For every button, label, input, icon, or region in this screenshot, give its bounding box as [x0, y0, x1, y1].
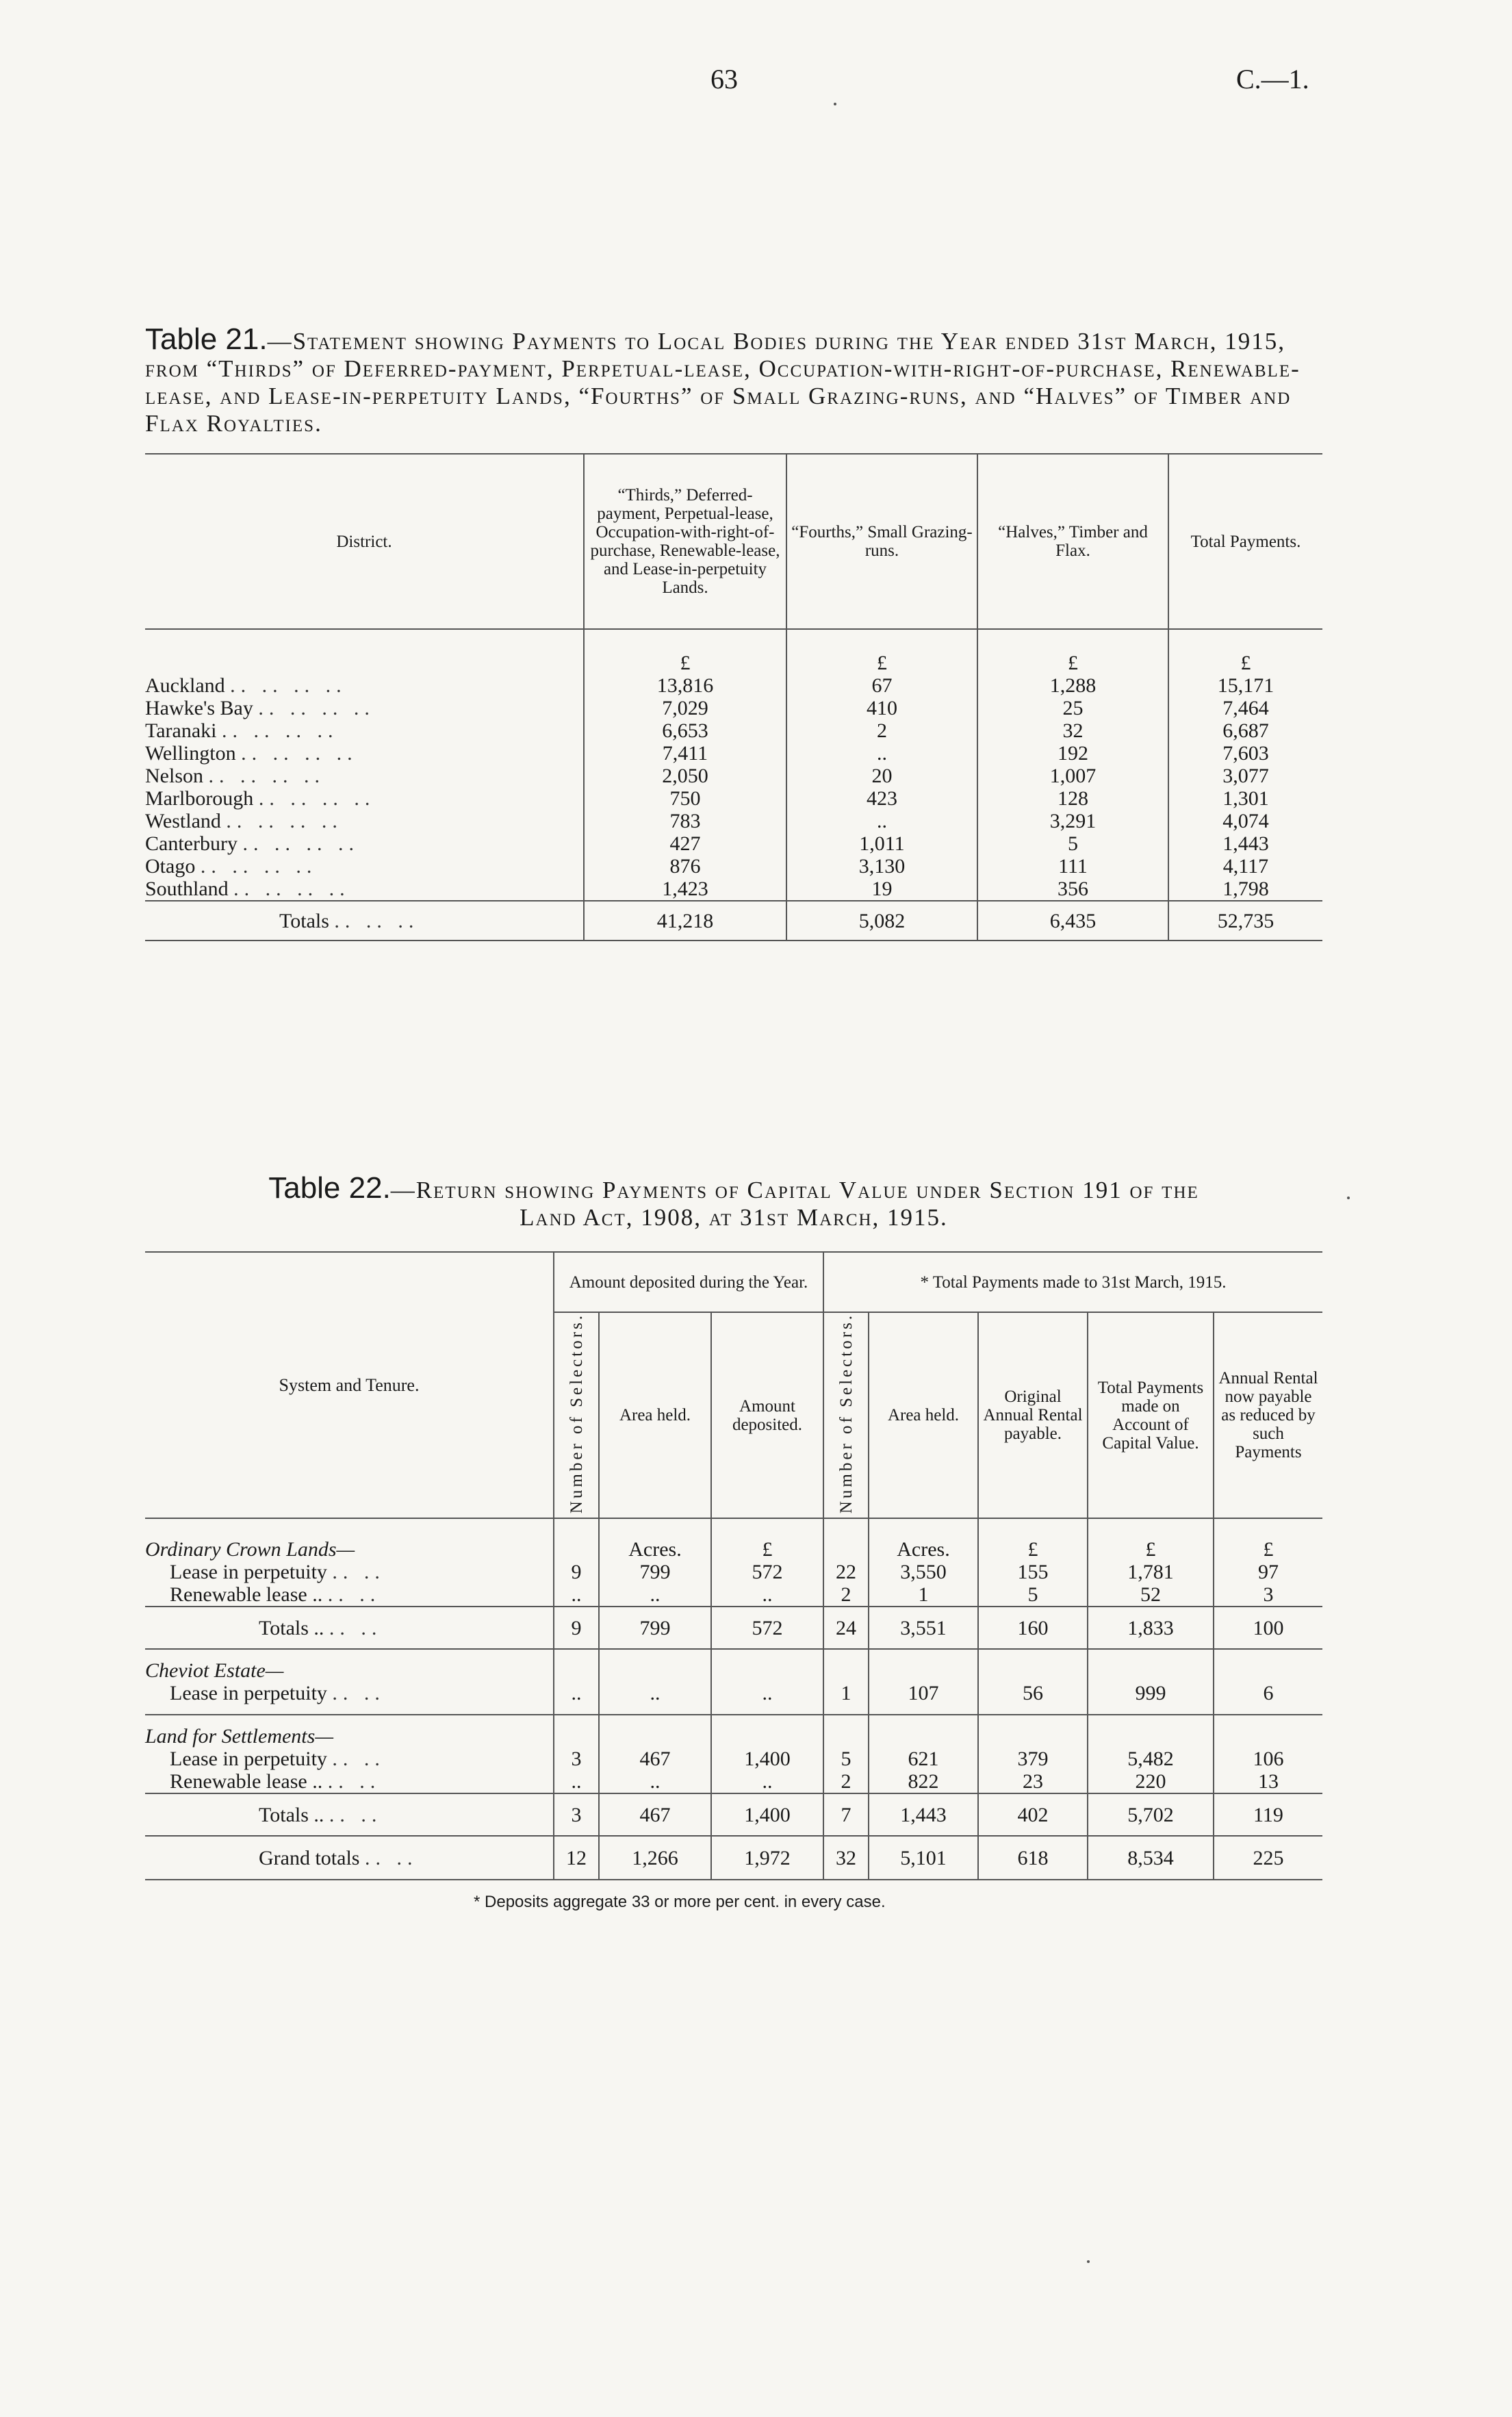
total-payments-cell: 999 [1088, 1682, 1214, 1704]
section-heading: Land for Settlements— [145, 1725, 333, 1748]
deposited-cell: 572 [711, 1561, 823, 1583]
orig-rental-cell: 379 [978, 1748, 1088, 1770]
print-speck [834, 103, 836, 105]
fourths-cell: 423 [786, 787, 977, 810]
col-total-payments: Total Payments made on Account of Capital Value. [1088, 1312, 1214, 1518]
area-year-cell: 799 [599, 1561, 711, 1583]
unit-row [145, 629, 1322, 674]
selectors-total-cell: 32 [823, 1836, 869, 1880]
unit-label: £ [584, 629, 786, 674]
annual-rental-cell: 6 [1214, 1682, 1322, 1704]
halves-cell: 111 [977, 855, 1168, 878]
selectors-year-cell: .. [554, 1770, 599, 1793]
area-year-cell: 799 [599, 1607, 711, 1649]
selectors-year-cell: 3 [554, 1748, 599, 1770]
leader-dots: .. .. [329, 1803, 383, 1826]
orig-rental-cell: 23 [978, 1770, 1088, 1793]
leader-dots: .. .. [329, 1616, 383, 1639]
area-total-cell: 822 [869, 1770, 978, 1793]
section-heading: Cheviot Estate— [145, 1659, 284, 1683]
selectors-total-cell: 2 [823, 1770, 869, 1793]
selectors-total-cell: 7 [823, 1793, 869, 1836]
halves-cell: 5 [977, 832, 1168, 855]
unit-label: £ [711, 1518, 823, 1561]
table-21-title [145, 322, 1322, 437]
district-name: Hawke's Bay [145, 697, 253, 719]
col-selectors-total: Number of Selectors. [823, 1312, 869, 1518]
area-total-cell: 5,101 [869, 1836, 978, 1880]
table-row [145, 1748, 1322, 1770]
area-total-cell: 3,550 [869, 1561, 978, 1583]
grand-total: 52,735 [1168, 901, 1322, 941]
total-cell: 6,687 [1168, 719, 1322, 742]
halves-cell: 1,288 [977, 674, 1168, 697]
table-21-caption: —Statement showing Payments to Local Bodies during the Year ended 31st March, 1915, from “Thirds” of Deferred-payment, Perpetual-lease, Occupation-with-right-of-purchase, Renewable-lease, and Lease-in-perpetuity Lands, “Fourths” of Small Grazing-runs, and “Halves” of Timber and Flax Royalties. [145, 328, 1300, 437]
halves-cell: 128 [977, 787, 1168, 810]
thirds-cell: 750 [584, 787, 786, 810]
halves-cell: 192 [977, 742, 1168, 765]
table-row [145, 810, 1322, 832]
page-number: 63 [710, 64, 738, 94]
halves-cell: 32 [977, 719, 1168, 742]
thirds-cell: 783 [584, 810, 786, 832]
deposited-cell: 572 [711, 1607, 823, 1649]
unit-label: Acres. [599, 1518, 711, 1561]
selectors-total-cell: 2 [823, 1583, 869, 1607]
totals-row [145, 901, 1322, 941]
unit-label: £ [977, 629, 1168, 674]
table-row [145, 1561, 1322, 1583]
deposited-cell: 1,400 [711, 1793, 823, 1836]
total-cell: 4,117 [1168, 855, 1322, 878]
unit-label: £ [1214, 1518, 1322, 1561]
col-halves: “Halves,” Timber and Flax. [977, 454, 1168, 629]
leader-dots: .. .. [364, 1846, 418, 1869]
district-name: Wellington [145, 742, 236, 765]
selectors-year-cell: 9 [554, 1561, 599, 1583]
total-cell: 1,443 [1168, 832, 1322, 855]
selectors-total-cell: 5 [823, 1748, 869, 1770]
col-total: Total Payments. [1168, 454, 1322, 629]
area-total-cell: 1,443 [869, 1793, 978, 1836]
section-heading: Ordinary Crown Lands— [145, 1538, 355, 1561]
fourths-cell: 3,130 [786, 855, 977, 878]
table-row [145, 878, 1322, 901]
selectors-year-cell: .. [554, 1583, 599, 1607]
area-year-cell: .. [599, 1583, 711, 1607]
fourths-cell: 19 [786, 878, 977, 901]
district-name: Auckland [145, 674, 225, 697]
thirds-cell: 7,029 [584, 697, 786, 719]
annual-rental-cell: 225 [1214, 1836, 1322, 1880]
annual-rental-cell: 119 [1214, 1793, 1322, 1836]
halves-cell: 356 [977, 878, 1168, 901]
fourths-cell: 410 [786, 697, 977, 719]
district-name: Nelson [145, 765, 203, 787]
orig-rental-cell: 5 [978, 1583, 1088, 1607]
thirds-cell: 1,423 [584, 878, 786, 901]
thirds-cell: 876 [584, 855, 786, 878]
table-21-label: Table 21. [145, 322, 268, 356]
footnote: * Deposits aggregate 33 or more per cent. in every case. [474, 1893, 886, 1911]
leader-dots: .. .. .. .. [258, 787, 376, 810]
col-area-held-total: Area held. [869, 1312, 978, 1518]
table-22-title [145, 1171, 1322, 1231]
annual-rental-cell: 106 [1214, 1748, 1322, 1770]
unit-label: Acres. [869, 1518, 978, 1561]
table-22-caption-line2: Land Act, 1908, at 31st March, 1915. [520, 1204, 948, 1231]
halves-cell: 3,291 [977, 810, 1168, 832]
thirds-cell: 427 [584, 832, 786, 855]
leader-dots: .. .. .. .. [258, 697, 375, 719]
selectors-year-cell: .. [554, 1682, 599, 1704]
selectors-year-cell: 9 [554, 1607, 599, 1649]
table-row [145, 697, 1322, 719]
leader-dots: .. .. [327, 1583, 381, 1607]
col-system-tenure: System and Tenure. [145, 1252, 554, 1518]
district-name: Canterbury [145, 832, 238, 855]
fourths-cell: 67 [786, 674, 977, 697]
fourths-cell: .. [786, 742, 977, 765]
total-cell: 7,464 [1168, 697, 1322, 719]
total-payments-cell: 5,702 [1088, 1793, 1214, 1836]
district-name: Otago [145, 855, 196, 878]
halves-total: 6,435 [977, 901, 1168, 941]
leader-dots: .. .. .. [334, 909, 420, 932]
selectors-total-cell: 24 [823, 1607, 869, 1649]
district-name: Southland [145, 878, 229, 900]
deposited-cell: .. [711, 1583, 823, 1607]
area-total-cell: 107 [869, 1682, 978, 1704]
table-row [145, 787, 1322, 810]
table-21-header [145, 454, 1322, 629]
col-area-held-year: Area held. [599, 1312, 711, 1518]
total-payments-cell: 8,534 [1088, 1836, 1214, 1880]
leader-dots: .. .. [332, 1748, 385, 1771]
thirds-cell: 7,411 [584, 742, 786, 765]
table-22-label: Table 22. [268, 1171, 391, 1205]
section-row [145, 1518, 1322, 1561]
area-total-cell: 1 [869, 1583, 978, 1607]
total-cell: 1,301 [1168, 787, 1322, 810]
col-district: District. [336, 532, 392, 551]
orig-rental-cell: 160 [978, 1607, 1088, 1649]
row-label: Totals .. [259, 1803, 324, 1826]
leader-dots: .. .. .. .. [200, 855, 318, 878]
table-row [145, 832, 1322, 855]
table-row [145, 674, 1322, 697]
row-label: Lease in perpetuity [170, 1748, 327, 1771]
selectors-year-cell: 12 [554, 1836, 599, 1880]
selectors-year-cell: 3 [554, 1793, 599, 1836]
table-21 [145, 453, 1322, 941]
deposited-cell: .. [711, 1682, 823, 1704]
fourths-cell: 1,011 [786, 832, 977, 855]
selectors-total-cell: 22 [823, 1561, 869, 1583]
total-payments-cell: 1,781 [1088, 1561, 1214, 1583]
annual-rental-cell: 3 [1214, 1583, 1322, 1607]
leader-dots: .. .. .. .. [222, 719, 339, 742]
total-cell: 1,798 [1168, 878, 1322, 901]
totals-row [145, 1607, 1322, 1649]
unit-label: £ [786, 629, 977, 674]
leader-dots: .. .. .. .. [241, 742, 358, 765]
deposited-cell: 1,972 [711, 1836, 823, 1880]
grand-totals-row [145, 1836, 1322, 1880]
area-year-cell: .. [599, 1682, 711, 1704]
thirds-total: 41,218 [584, 901, 786, 941]
leader-dots: .. .. .. .. [226, 810, 343, 832]
deposited-cell: .. [711, 1770, 823, 1793]
area-year-cell: 467 [599, 1748, 711, 1770]
row-label: Renewable lease .. [170, 1583, 323, 1607]
area-total-cell: 621 [869, 1748, 978, 1770]
fourths-cell: .. [786, 810, 977, 832]
table-row [145, 855, 1322, 878]
total-payments-cell: 52 [1088, 1583, 1214, 1607]
fourths-cell: 20 [786, 765, 977, 787]
unit-label: £ [1168, 629, 1322, 674]
area-year-cell: .. [599, 1770, 711, 1793]
orig-rental-cell: 155 [978, 1561, 1088, 1583]
area-year-cell: 1,266 [599, 1836, 711, 1880]
total-cell: 15,171 [1168, 674, 1322, 697]
document-reference: C.—1. [1236, 64, 1309, 94]
unit-label: £ [1088, 1518, 1214, 1561]
leader-dots: .. .. .. .. [233, 878, 350, 900]
totals-label: Totals [279, 909, 329, 932]
thirds-cell: 13,816 [584, 674, 786, 697]
table-row [145, 1770, 1322, 1793]
district-name: Marlborough [145, 787, 254, 810]
section-row [145, 1715, 1322, 1748]
annual-rental-cell: 100 [1214, 1607, 1322, 1649]
selectors-total-cell: 1 [823, 1682, 869, 1704]
total-payments-cell: 220 [1088, 1770, 1214, 1793]
col-annual-rental: Annual Rental now payable as reduced by such Payments [1214, 1312, 1322, 1518]
fourths-total: 5,082 [786, 901, 977, 941]
fourths-cell: 2 [786, 719, 977, 742]
area-total-cell: 3,551 [869, 1607, 978, 1649]
leader-dots: .. .. .. .. [242, 832, 359, 855]
orig-rental-cell: 402 [978, 1793, 1088, 1836]
deposited-cell: 1,400 [711, 1748, 823, 1770]
district-name: Taranaki [145, 719, 217, 742]
table-row [145, 719, 1322, 742]
row-label: Renewable lease .. [170, 1770, 323, 1793]
col-thirds: “Thirds,” Deferred-payment, Perpetual-lease, Occupation-with-right-of-purchase, Renewable-lease, and Lease-in-perpetuity Lands. [584, 454, 786, 629]
thirds-cell: 2,050 [584, 765, 786, 787]
area-year-cell: 467 [599, 1793, 711, 1836]
row-label: Lease in perpetuity [170, 1682, 327, 1705]
leader-dots: .. .. [327, 1770, 381, 1793]
table-row [145, 1682, 1322, 1704]
halves-cell: 1,007 [977, 765, 1168, 787]
table-22-caption-line1: —Return showing Payments of Capital Value under Section 191 of the [390, 1177, 1199, 1203]
table-row [145, 742, 1322, 765]
total-payments-cell: 5,482 [1088, 1748, 1214, 1770]
group-total-payments: * Total Payments made to 31st March, 1915. [823, 1252, 1322, 1312]
row-label: Lease in perpetuity [170, 1561, 327, 1584]
print-speck [1347, 1197, 1350, 1199]
col-fourths: “Fourths,” Small Grazing-runs. [786, 454, 977, 629]
leader-dots: .. .. .. .. [230, 674, 347, 697]
leader-dots: .. .. [332, 1682, 385, 1705]
halves-cell: 25 [977, 697, 1168, 719]
col-selectors-year: Number of Selectors. [554, 1312, 599, 1518]
orig-rental-cell: 56 [978, 1682, 1088, 1704]
totals-row [145, 1793, 1322, 1836]
district-name: Westland [145, 810, 221, 832]
table-22 [145, 1251, 1322, 1880]
print-speck [1087, 2260, 1090, 2263]
leader-dots: .. .. [332, 1561, 385, 1584]
row-label: Grand totals [259, 1846, 360, 1869]
total-cell: 7,603 [1168, 742, 1322, 765]
annual-rental-cell: 13 [1214, 1770, 1322, 1793]
unit-label: £ [978, 1518, 1088, 1561]
leader-dots: .. .. .. .. [208, 765, 325, 787]
thirds-cell: 6,653 [584, 719, 786, 742]
total-cell: 4,074 [1168, 810, 1322, 832]
col-original-rental: Original Annual Rental payable. [978, 1312, 1088, 1518]
section-row [145, 1659, 1322, 1682]
orig-rental-cell: 618 [978, 1836, 1088, 1880]
table-row [145, 765, 1322, 787]
annual-rental-cell: 97 [1214, 1561, 1322, 1583]
row-label: Totals .. [259, 1616, 324, 1639]
total-cell: 3,077 [1168, 765, 1322, 787]
group-deposited-during-year: Amount deposited during the Year. [554, 1252, 823, 1312]
table-row [145, 1583, 1322, 1607]
col-amount-deposited: Amount deposited. [711, 1312, 823, 1518]
total-payments-cell: 1,833 [1088, 1607, 1214, 1649]
